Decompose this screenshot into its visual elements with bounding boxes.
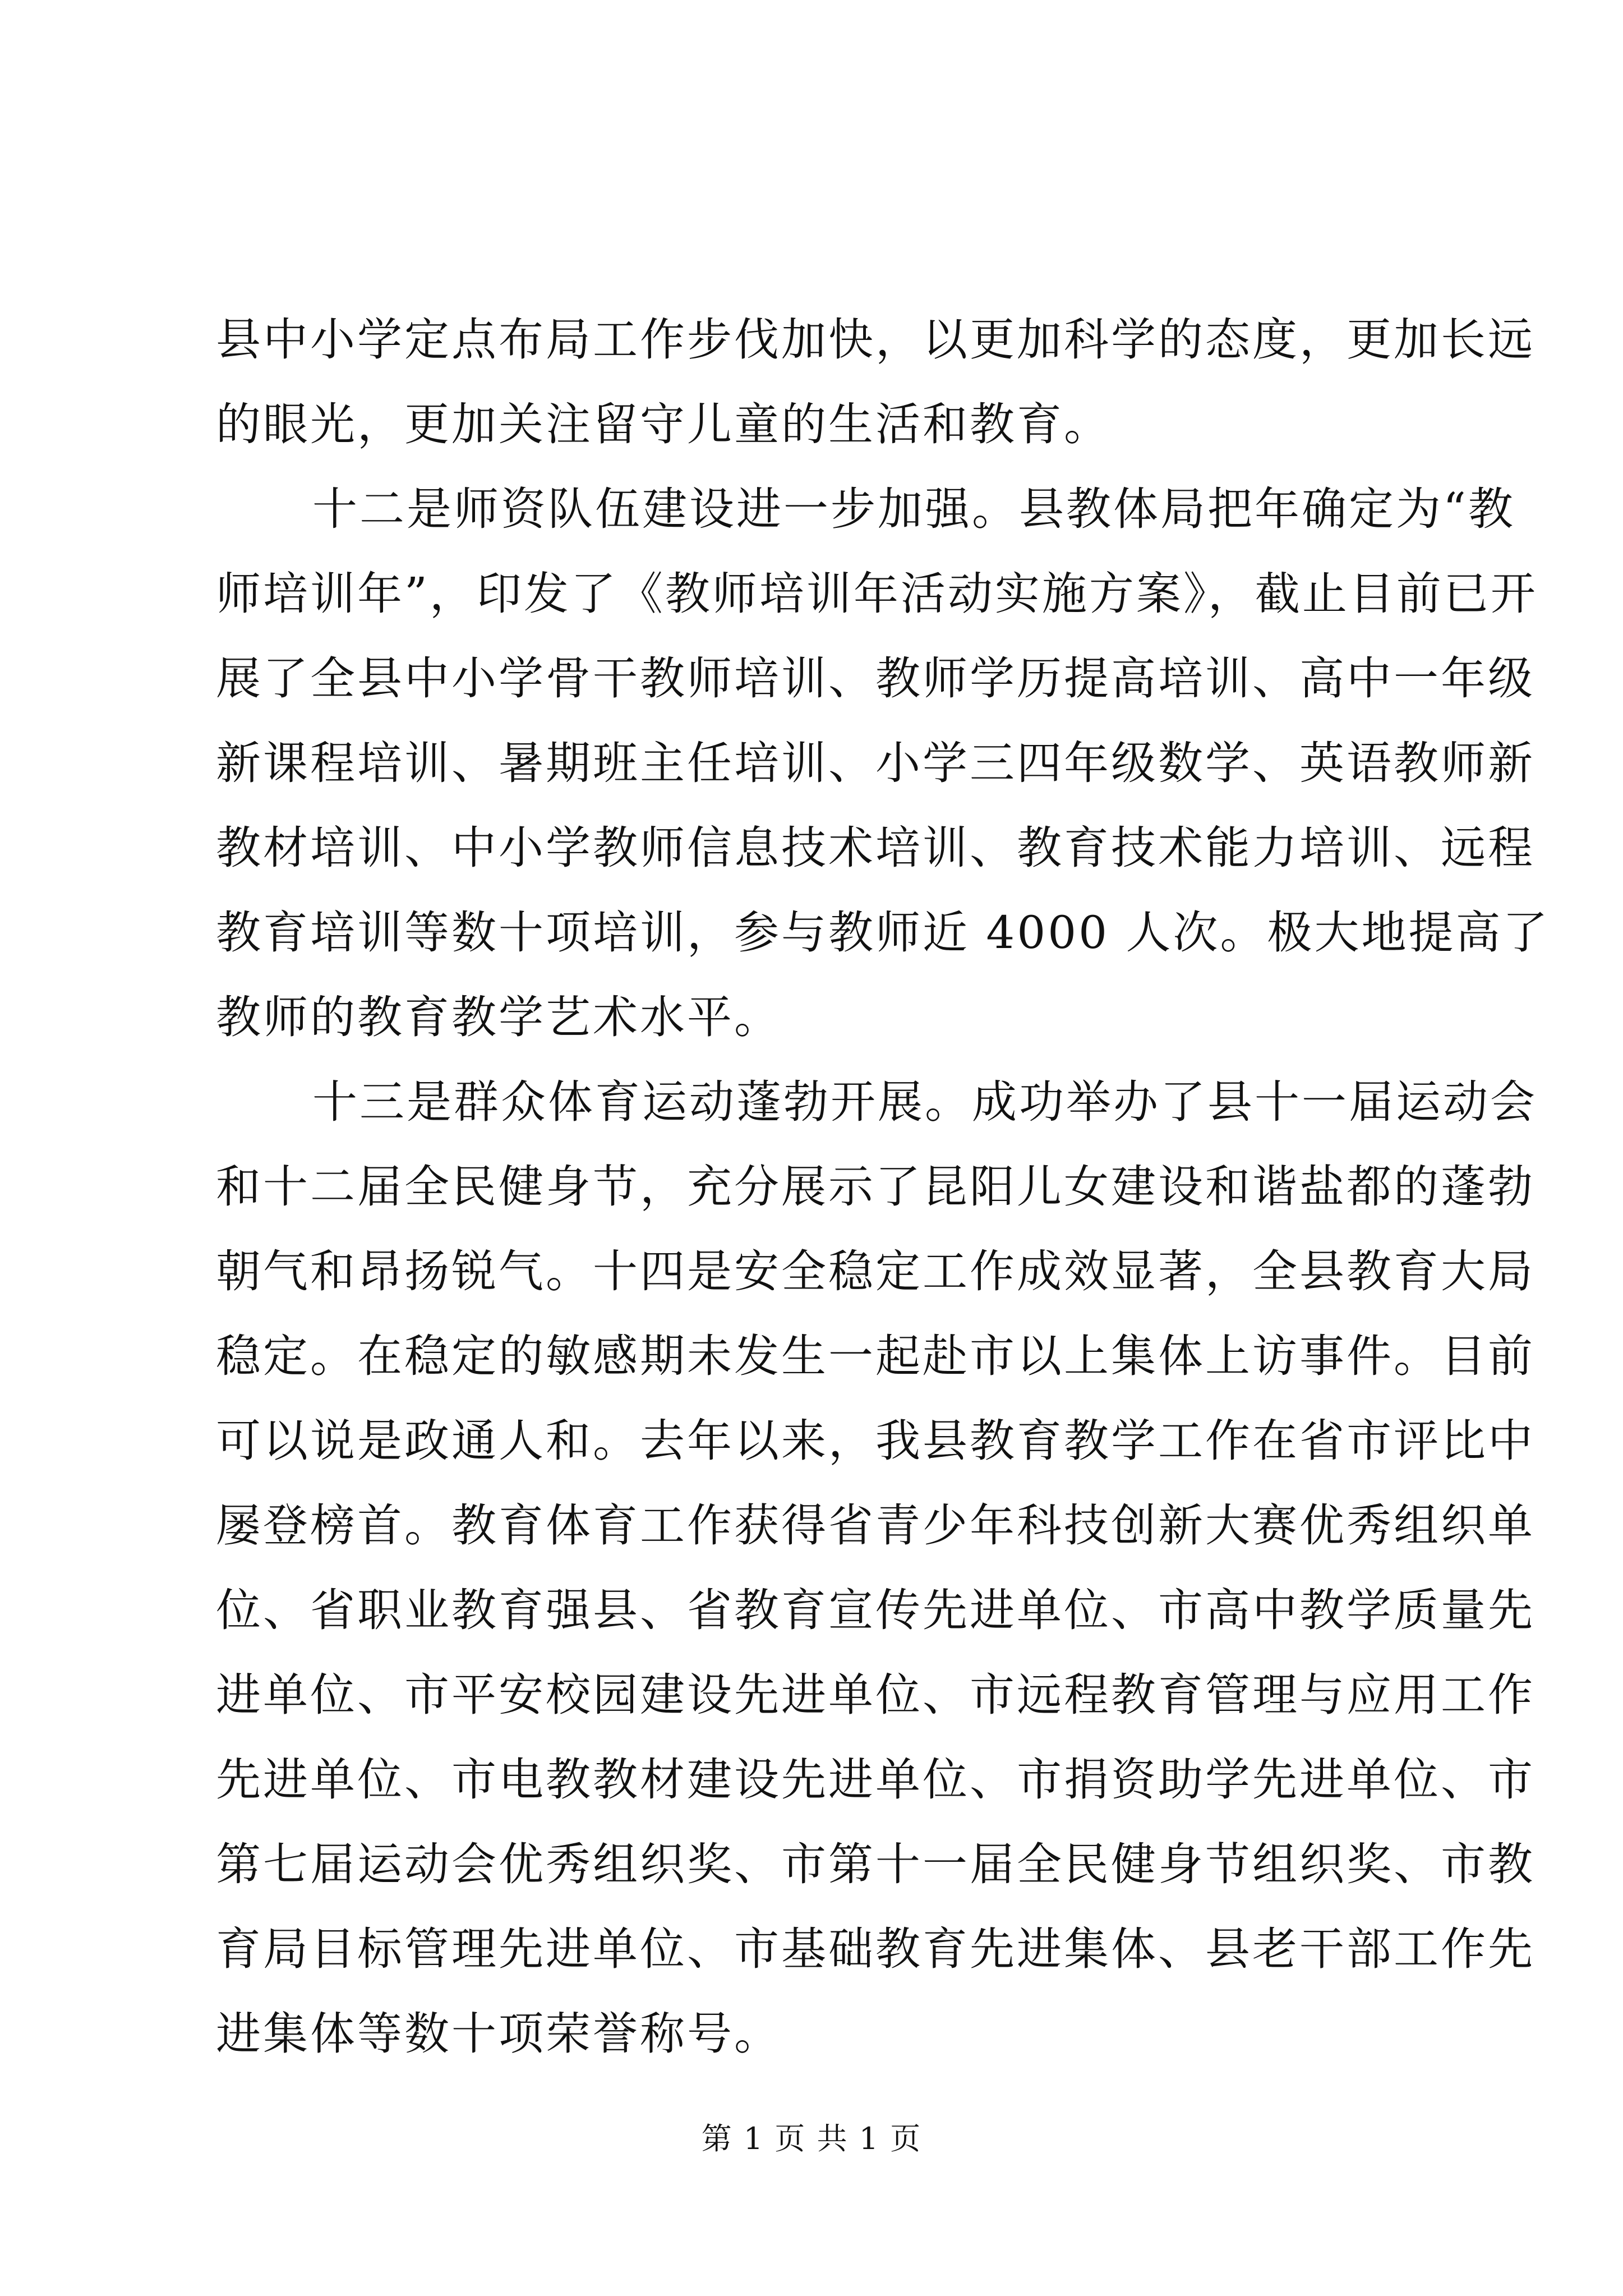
paragraph-3	[216, 1060, 1537, 2076]
paragraph-2	[216, 467, 1550, 1060]
text-line: 师培训年”，印发了《教师培训年活动实施方案》，截止目前已开	[216, 568, 1538, 620]
text-line: 和十二届全民健身节，充分展示了昆阳儿女建设和谐盐都的蓬勃	[216, 1161, 1535, 1213]
text-line: 进单位、市平安校园建设先进单位、市远程教育管理与应用工作	[216, 1669, 1535, 1721]
text-line: 先进单位、市电教教材建设先进单位、市捐资助学先进单位、市	[216, 1754, 1535, 1806]
text-line: 可以说是政通人和。去年以来，我县教育教学工作在省市评比中	[216, 1415, 1535, 1467]
text-line: 教育培训等数十项培训，参与教师近 4000 人次。极大地提高了	[216, 907, 1550, 959]
text-line: 屡登榜首。教育体育工作获得省青少年科技创新大赛优秀组织单	[216, 1499, 1535, 1552]
text-line: 教材培训、中小学教师信息技术培训、教育技术能力培训、远程	[216, 822, 1535, 874]
text-line: 育局目标管理先进单位、市基础教育先进集体、县老干部工作先	[216, 1923, 1535, 1975]
text-line: 县中小学定点布局工作步伐加快，以更加科学的态度，更加长远	[216, 314, 1535, 366]
text-line: 十二是师资队伍建设进一步加强。县教体局把年确定为“教	[312, 483, 1515, 535]
text-line: 稳定。在稳定的敏感期未发生一起赴市以上集体上访事件。目前	[216, 1330, 1535, 1382]
text-line: 新课程培训、暑期班主任培训、小学三四年级数学、英语教师新	[216, 737, 1535, 789]
text-line: 位、省职业教育强县、省教育宣传先进单位、市高中教学质量先	[216, 1584, 1535, 1636]
document-body	[216, 297, 1550, 2076]
text-line: 展了全县中小学骨干教师培训、教师学历提高培训、高中一年级	[216, 652, 1535, 705]
page-footer: 第 1 页 共 1 页	[701, 2121, 922, 2156]
text-line: 朝气和昂扬锐气。十四是安全稳定工作成效显著，全县教育大局	[216, 1245, 1535, 1297]
text-line: 进集体等数十项荣誉称号。	[216, 2008, 781, 2060]
text-line: 第七届运动会优秀组织奖、市第十一届全民健身节组织奖、市教	[216, 1838, 1535, 1890]
text-line: 的眼光，更加关注留守儿童的生活和教育。	[216, 398, 1111, 450]
text-line: 教师的教育教学艺术水平。	[216, 991, 781, 1043]
paragraph-1	[216, 297, 1535, 467]
text-line: 十三是群众体育运动蓬勃开展。成功举办了县十一届运动会	[312, 1076, 1537, 1128]
